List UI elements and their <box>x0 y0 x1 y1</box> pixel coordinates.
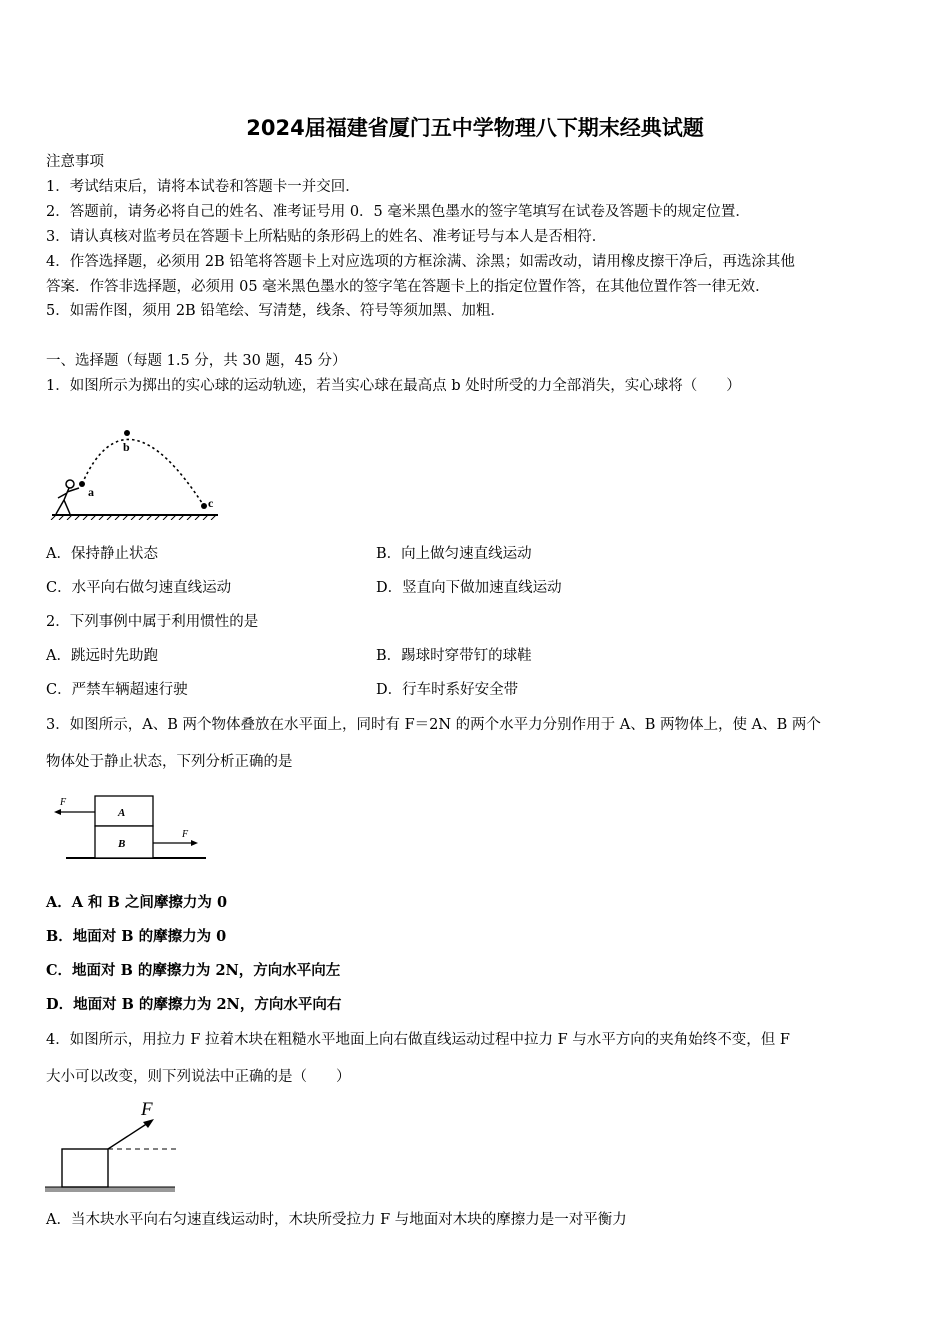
label-a: a <box>88 485 94 499</box>
section-heading: 一、选择题（每题 1.5 分，共 30 题，45 分） <box>46 353 347 369</box>
q1-option-c: C．水平向右做匀速直线运动 <box>46 580 232 596</box>
notice-item: 3．请认真核对监考员在答题卡上所粘贴的条形码上的姓名、准考证号与本人是否相符． <box>46 229 607 245</box>
q3-option-a: A．A 和 B 之间摩擦力为 0 <box>46 894 228 911</box>
wood-block <box>62 1149 108 1187</box>
q3-option-d: D．地面对 B 的摩擦力为 2N，方向水平向右 <box>46 996 342 1013</box>
notice-item: 4．作答选择题，必须用 2B 铅笔将答题卡上对应选项的方框涂满、涂黑；如需改动，请用橡皮擦干净后，再选涂其他 <box>46 254 795 270</box>
notice-heading: 注意事项 <box>46 154 104 170</box>
notice-item: 1．考试结束后，请将本试卷和答题卡一并交回． <box>46 179 360 195</box>
block-a-label: A <box>118 807 126 819</box>
q1-trajectory-figure <box>46 420 226 520</box>
force-label: F <box>141 1099 153 1120</box>
force-left-label: F <box>60 797 67 808</box>
q2-option-a: A．跳远时先助跑 <box>46 648 158 664</box>
q2-stem: 2．下列事例中属于利用惯性的是 <box>46 614 259 630</box>
q4-stem-line2: 大小可以改变，则下列说法中正确的是（ ） <box>46 1069 351 1085</box>
q1-option-b: B．向上做匀速直线运动 <box>376 546 532 562</box>
q4-stem-line1: 4．如图所示，用拉力 F 拉着木块在粗糙水平地面上向右做直线运动过程中拉力 F 与水平方向的夹角始终不变，但 F <box>46 1032 790 1048</box>
label-b: b <box>123 440 130 454</box>
block-b-label: B <box>118 838 126 850</box>
label-c: c <box>208 496 214 510</box>
notice-item: 5．如需作图，须用 2B 铅笔绘、写清楚，线条、符号等须加黑、加粗． <box>46 303 505 319</box>
q2-option-c: C．严禁车辆超速行驶 <box>46 682 188 698</box>
q3-stem-line2: 物体处于静止状态，下列分析正确的是 <box>46 754 293 770</box>
ball-point-a <box>79 481 85 487</box>
q3-option-b: B．地面对 B 的摩擦力为 0 <box>46 928 227 945</box>
ball-point-c <box>201 503 207 509</box>
thrower-figure <box>56 480 79 514</box>
q2-option-b: B．踢球时穿带钉的球鞋 <box>376 648 532 664</box>
notice-item: 答案．作答非选择题，必须用 05 毫米黑色墨水的签字笔在答题卡上的指定位置作答，在其他位置作答一律无效． <box>46 279 770 295</box>
ground <box>45 1187 175 1192</box>
q1-stem: 1．如图所示为掷出的实心球的运动轨迹，若当实心球在最高点 b 处时所受的力全部消失，实心球将（ ） <box>46 378 741 394</box>
ball-point-b <box>124 430 130 436</box>
q3-stem-line1: 3．如图所示，A、B 两个物体叠放在水平面上，同时有 F＝2N 的两个水平力分别作用于 A、B 两物体上，使 A、B 两个 <box>46 717 821 733</box>
notice-item: 2．答题前，请务必将自己的姓名、准考证号用 0．5 毫米黑色墨水的签字笔填写在试卷及答题卡的规定位置． <box>46 204 750 220</box>
q3-option-c: C．地面对 B 的摩擦力为 2N，方向水平向左 <box>46 962 341 979</box>
q1-option-a: A．保持静止状态 <box>46 546 158 562</box>
force-right-label: F <box>182 829 189 840</box>
q3-blocks-figure <box>46 790 211 865</box>
q4-option-a: A．当木块水平向右匀速直线运动时，木块所受拉力 F 与地面对木块的摩擦力是一对平衡力 <box>46 1212 627 1228</box>
q2-option-d: D．行车时系好安全带 <box>376 682 519 698</box>
q4-block-figure <box>44 1096 184 1196</box>
page-title: 2024届福建省厦门五中学物理八下期末经典试题 <box>246 116 704 140</box>
q1-option-d: D．竖直向下做加速直线运动 <box>376 580 562 596</box>
